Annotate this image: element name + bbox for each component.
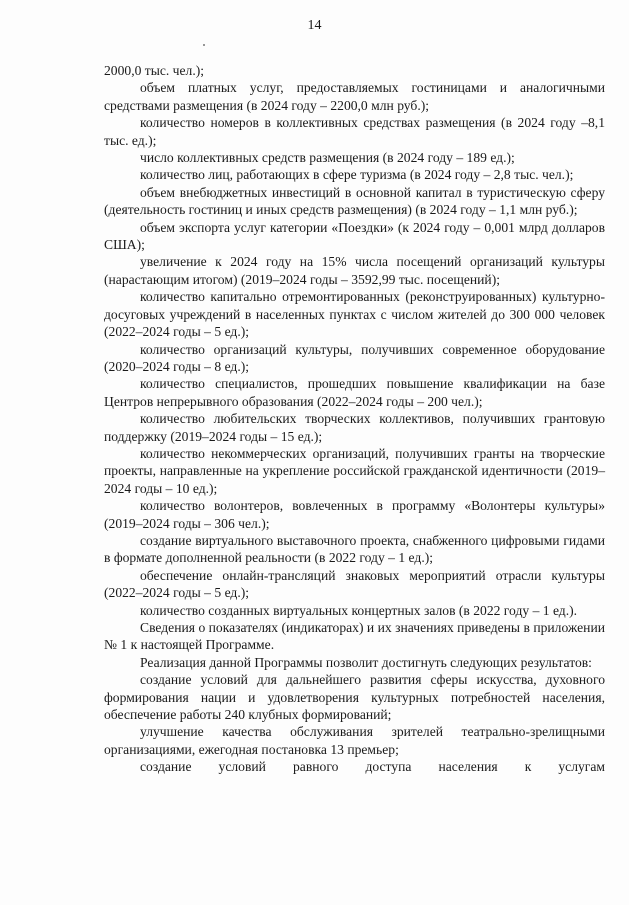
paragraph: улучшение качества обслуживания зрителей театрально-зрелищными организациями, ежегодная постановка 13 премьер; [104,724,605,757]
paragraph: количество некоммерческих организаций, получивших гранты на творческие проекты, направленные на укрепление российской гражданской идентичности (2019–2024 годы – 10 ед.); [104,445,605,496]
paragraph: количество лиц, работающих в сфере туризма (в 2024 году – 2,8 тыс. чел.); [140,167,574,183]
paragraph: создание условий равного доступа населения к услугам [140,759,605,775]
paragraph: создание виртуального выставочного проекта, снабженного цифровыми гидами в формате дополненной реальности (в 2022 году – 1 ед.); [104,532,605,566]
paragraph: объем платных услуг, предоставляемых гостиницами и аналогичными средствами размещения (в 2024 году – 2200,0 млн руб.); [104,80,605,113]
paragraph: 2000,0 тыс. чел.); [104,63,205,78]
paragraph: количество номеров в коллективных средствах размещения (в 2024 году –8,1 тыс. ед.); [104,115,605,148]
paragraph: объем внебюджетных инвестиций в основной капитал в туристическую сферу (деятельность гостиниц и иных средств размещения) (в 2024 году – 1,1 млн руб.); [104,184,605,218]
document-body [104,62,605,776]
paragraph: количество любительских творческих коллективов, получивших грантовую поддержку (2019–2024 годы – 15 ед.); [104,411,605,444]
paragraph: Реализация данной Программы позволит достигнуть следующих результатов: [140,654,592,670]
scan-speck [203,44,205,46]
paragraph: количество волонтеров, вовлеченных в программу «Волонтеры культуры» (2019–2024 годы – 306 чел.); [104,498,605,531]
page-number: 14 [307,18,322,33]
paragraph: увеличение к 2024 году на 15% числа посещений организаций культуры (нарастающим итогом) (2019–2024 годы – 3592,99 тыс. посещений); [104,254,605,287]
paragraph: создание условий для дальнейшего развития сферы искусства, духовного формирования нации и удовлетворения культурных потребностей населения, обеспечение работы 240 клубных формирований; [104,672,605,723]
paragraph: число коллективных средств размещения (в 2024 году – 189 ед.); [140,150,515,166]
paragraph: количество специалистов, прошедших повышение квалификации на базе Центров непрерывного образования (2022–2024 годы – 200 чел.); [104,376,605,409]
paragraph: количество организаций культуры, получивших современное оборудование (2020–2024 годы – 8 ед.); [104,341,605,374]
paragraph: Сведения о показателях (индикаторах) и их значениях приведены в приложении № 1 к настоящей Программе. [104,620,605,653]
paragraph: количество созданных виртуальных концертных залов (в 2022 году – 1 ед.). [140,602,578,618]
paragraph: обеспечение онлайн-трансляций знаковых мероприятий отрасли культуры (2022–2024 годы – 5 ед.); [104,567,605,601]
paragraph: объем экспорта услуг категории «Поездки» (к 2024 году – 0,001 млрд долларов США); [104,219,605,253]
paragraph: количество капитально отремонтированных (реконструированных) культурно-досуговых учреждений в населенных пунктах с числом жителей до 300 000 человек (2022–2024 годы – 5 ед.); [104,289,605,340]
